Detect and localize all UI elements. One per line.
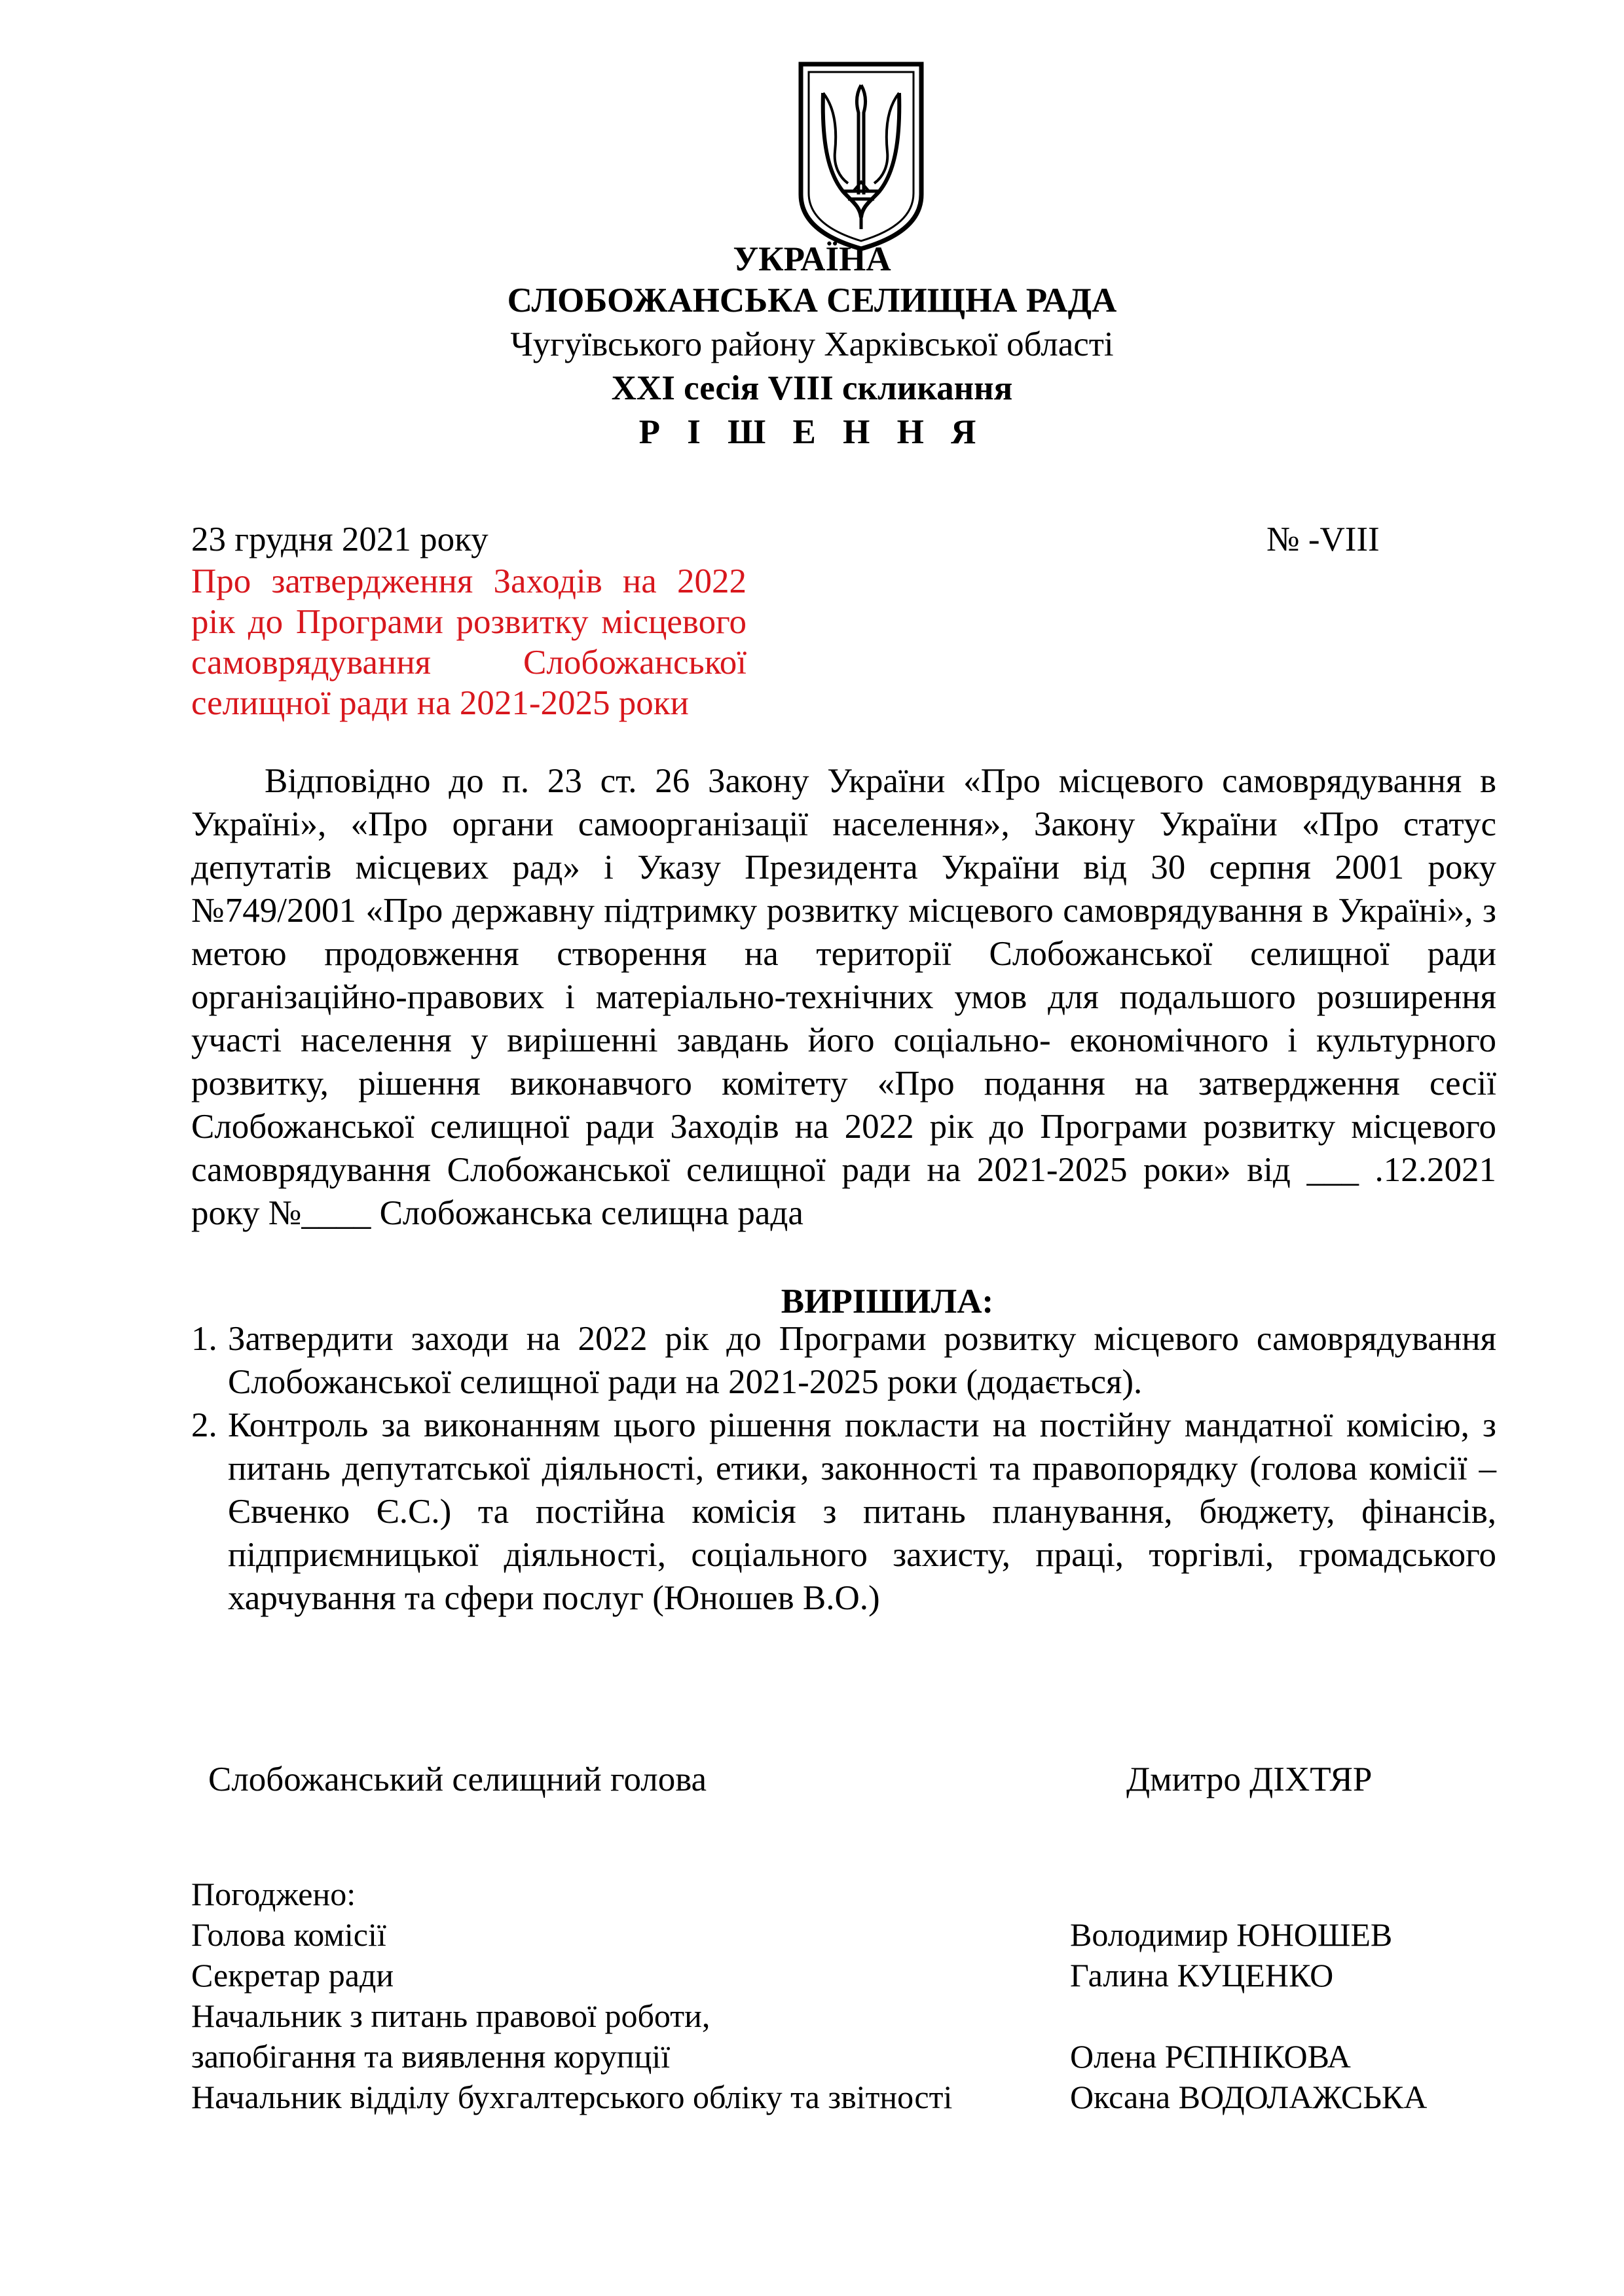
- decision-item: [191, 1404, 1496, 1620]
- title-line: самоврядування Слобожанської: [191, 644, 747, 682]
- approval-role: Начальник відділу бухгалтерського обліку та звітності: [191, 2079, 953, 2115]
- approval-name: Галина КУЦЕНКО: [1070, 1957, 1334, 1994]
- title-line: селищної ради на 2021-2025 роки: [191, 684, 689, 722]
- header-session: XXI сесія VIII скликання: [611, 369, 1013, 407]
- header-district: Чугуївського району Харківської області: [510, 325, 1114, 363]
- signature-name: Дмитро ДІХТЯР: [1126, 1760, 1373, 1798]
- decided-heading: ВИРІШИЛА:: [781, 1283, 994, 1321]
- decision-number: № -VIII: [1266, 520, 1380, 558]
- item-text: Затвердити заходи на 2022 рік до Програми розвитку місцевого самоврядування Слобожанської селищної ради на 2021-2025 роки (додається).: [228, 1320, 1496, 1401]
- preamble-paragraph: [191, 759, 1496, 1235]
- approval-name: Оксана ВОДОЛАЖСЬКА: [1070, 2079, 1428, 2115]
- coat-of-arms-icon: [796, 60, 927, 251]
- header-doc-type: Р І Ш Е Н Н Я: [638, 413, 986, 451]
- approval-name: Володимир ЮНОШЕВ: [1070, 1916, 1393, 1953]
- item-number: 2.: [191, 1406, 217, 1444]
- approval-role: Начальник з питань правової роботи,: [191, 1997, 710, 2034]
- decision-date: 23 грудня 2021 року: [191, 520, 489, 558]
- title-line: Про затвердження Заходів на 2022: [191, 562, 747, 600]
- header-council: СЛОБОЖАНСЬКА СЕЛИЩНА РАДА: [507, 282, 1117, 319]
- item-number: 1.: [191, 1320, 217, 1358]
- approval-name: Олена РЄПНІКОВА: [1070, 2038, 1351, 2075]
- decision-item: [191, 1317, 1496, 1404]
- signature-position: Слобожанський селищний голова: [208, 1760, 707, 1798]
- approval-role: Голова комісії: [191, 1916, 386, 1953]
- item-text: Контроль за виконанням цього рішення покласти на постійну мандатної комісію, з питань депутатської діяльності, етики, законності та правопорядку (голова комісії – Євченко Є.С.) та постійна комісія з питань планування, бюджету, фінансів, підприємницької діяльності, соціального захисту, праці, торгівлі, громадського харчування та сфери послуг (Юношев В.О.): [228, 1406, 1496, 1617]
- preamble-text: Відповідно до п. 23 ст. 26 Закону України «Про місцевого самоврядування в Україні», «Про органи самоорганізації населення», Закону України «Про статус депутатів місцевих рад» і Указу Президента України від 30 серпня 2001 року №749/2001 «Про державну підтримку розвитку місцевого самоврядування в Україні», з метою продовження створення на території Слобожанської селищної ради організаційно-правових і матеріально-технічних умов для подальшого розширення участі населення у вирішенні завдань його соціально- економічного і культурного розвитку, рішення виконавчого комітету «Про подання на затвердження сесії Слобожанської селищної ради Заходів на 2022 рік до Програми розвитку місцевого самоврядування Слобожанської селищної ради на 2021-2025 роки» від ___ .12.2021 року №____ Слобожанська селищна рада: [191, 762, 1496, 1232]
- approval-role: Секретар ради: [191, 1957, 394, 1994]
- approval-role: запобігання та виявлення корупції: [191, 2038, 671, 2075]
- approvals-label: Погоджено:: [191, 1876, 356, 1912]
- title-line: рік до Програми розвитку місцевого: [191, 603, 747, 641]
- header-country: УКРАЇНА: [733, 240, 891, 278]
